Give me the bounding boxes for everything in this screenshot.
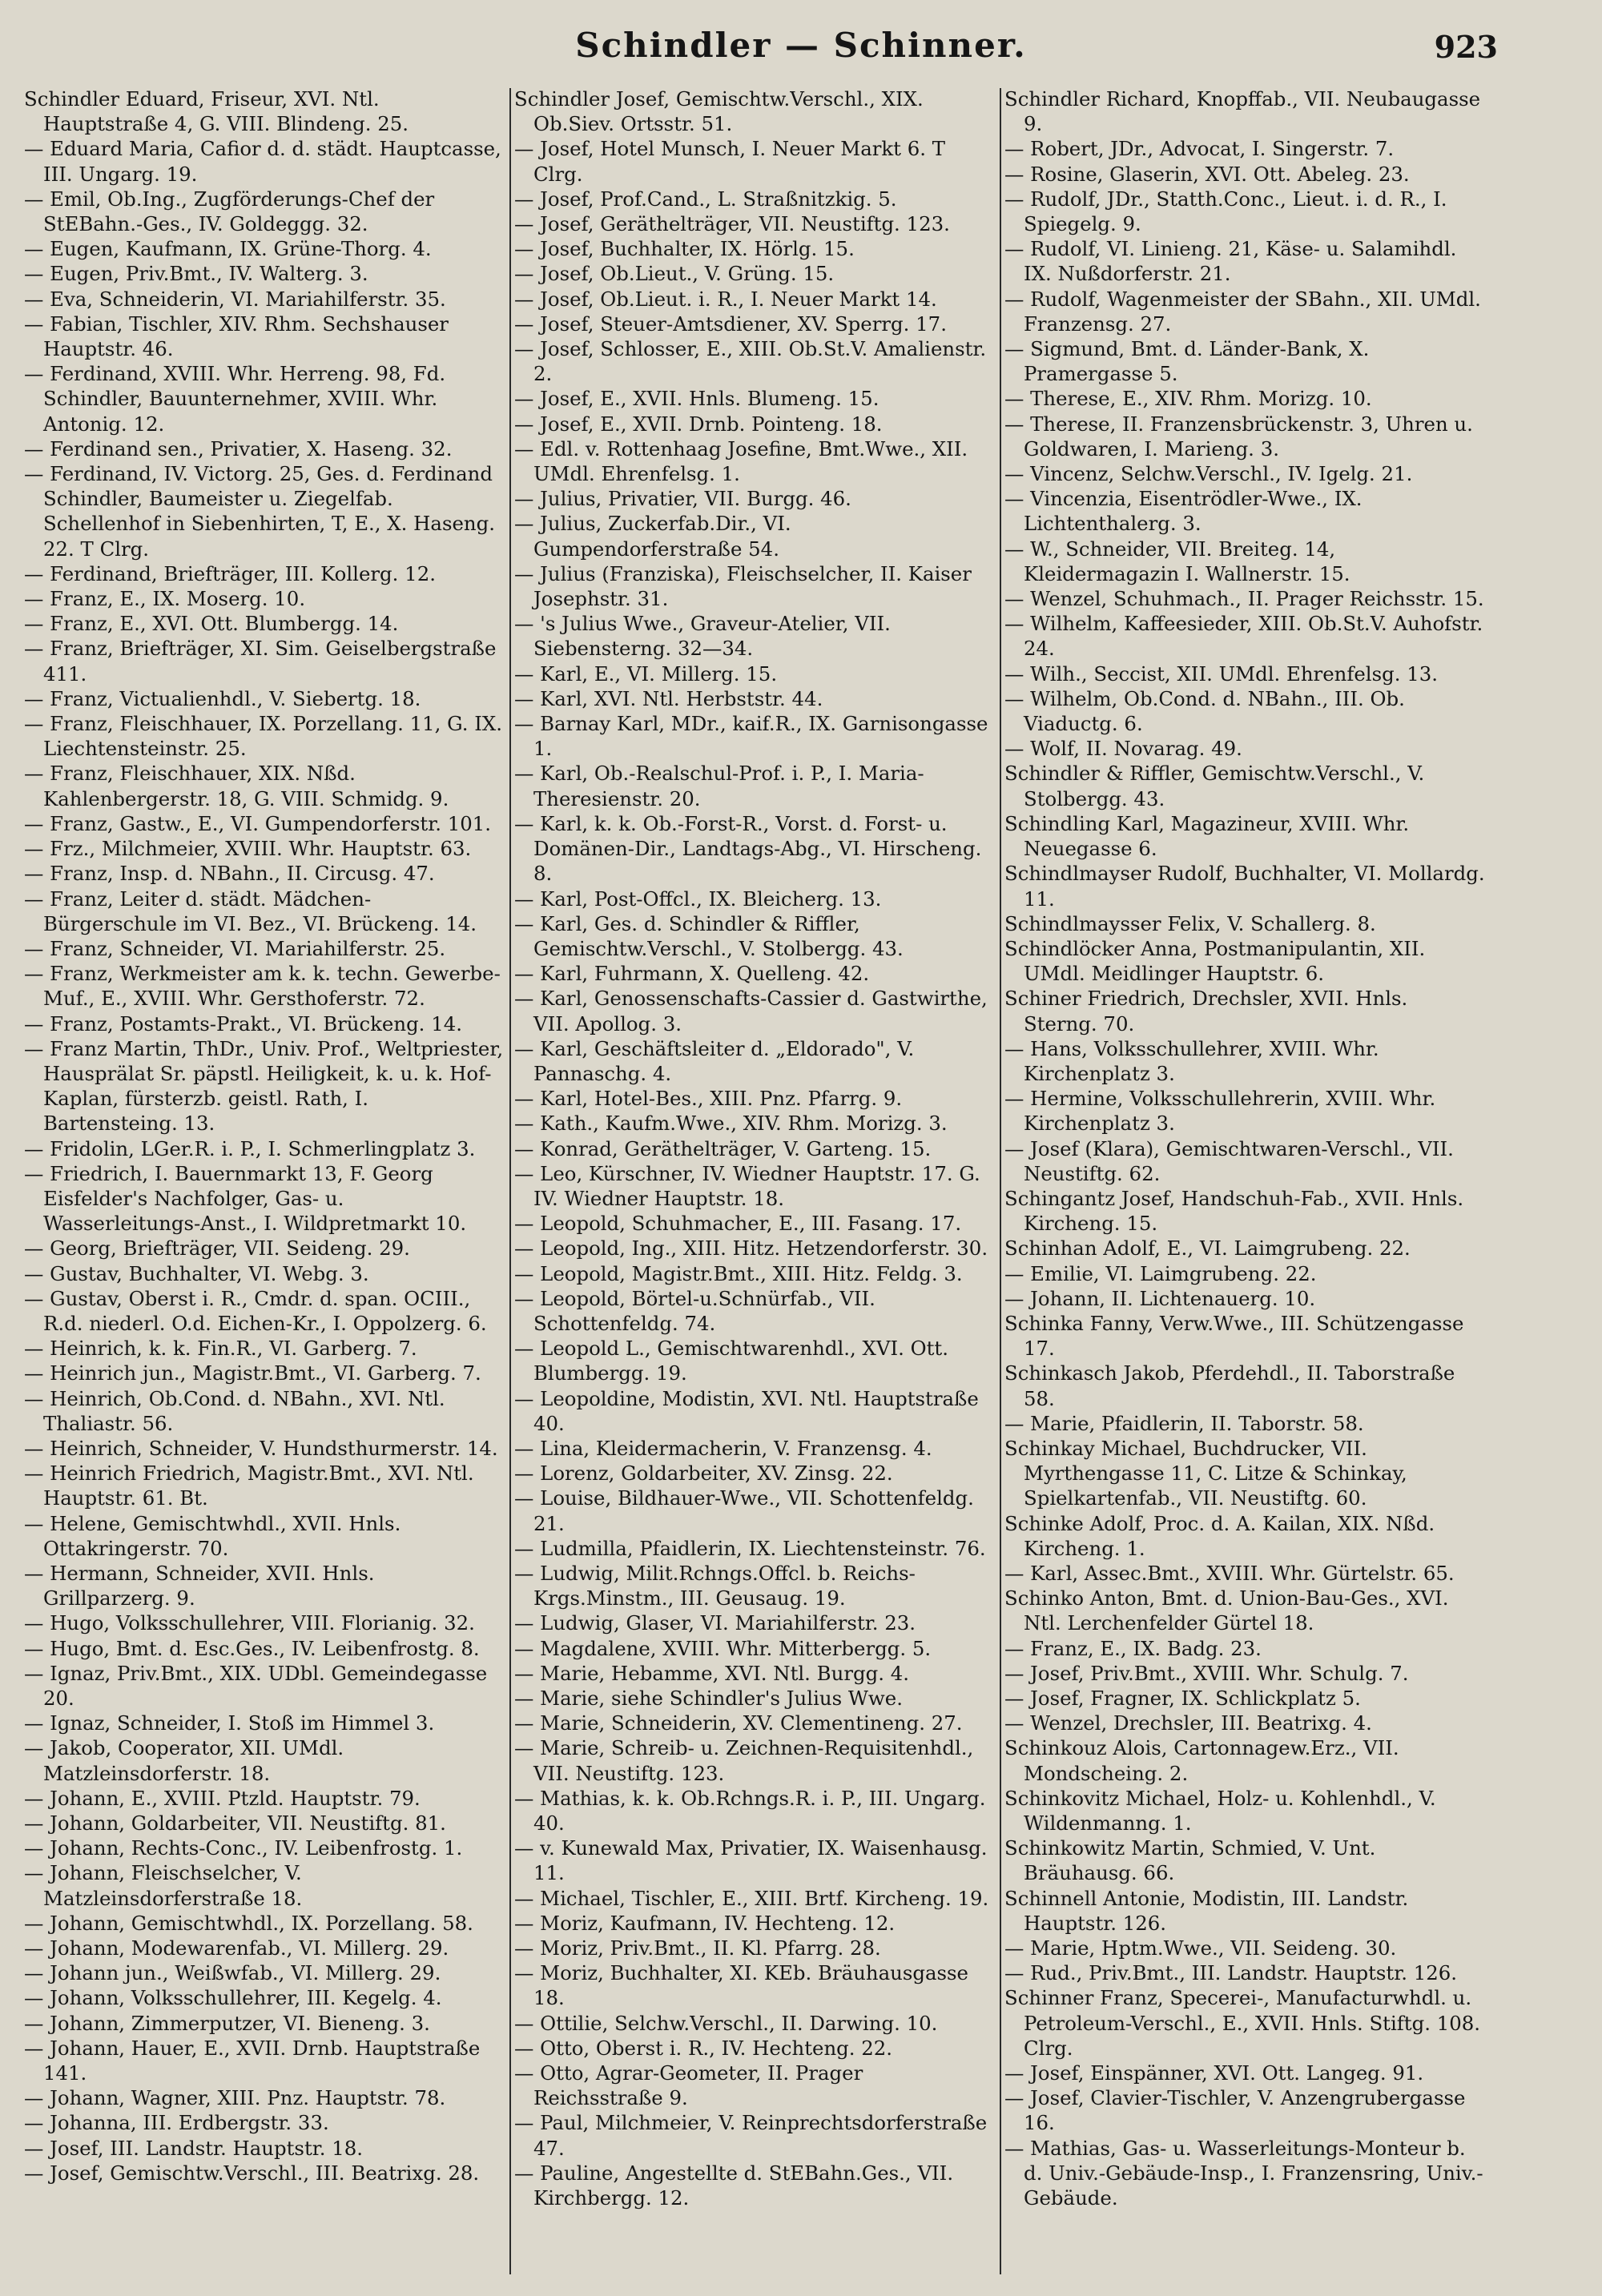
column-2 bbox=[514, 86, 995, 2281]
directory-entry: — Franz, E., IX. Moserg. 10. bbox=[24, 587, 306, 611]
directory-entry: — Karl, Geschäftsleiter d. „Eldorado", V. Pannaschg. 4. bbox=[514, 1036, 915, 1085]
directory-entry: — Karl, Fuhrmann, X. Quelleng. 42. bbox=[514, 962, 870, 986]
directory-entry: — Ludwig, Glaser, VI. Mariahilferstr. 23. bbox=[514, 1611, 916, 1635]
directory-entry: — Wenzel, Drechsler, III. Beatrixg. 4. bbox=[1004, 1711, 1372, 1735]
directory-entry: — Franz, Fleischhauer, IX. Porzellang. 11, G. IX. Liechtensteinstr. 25. bbox=[24, 712, 502, 761]
directory-entry: Schindler Richard, Knopffab., VII. Neubaugasse 9. bbox=[1004, 87, 1481, 136]
directory-entry: — Karl, Hotel-Bes., XIII. Pnz. Pfarrg. 9. bbox=[514, 1087, 903, 1111]
directory-entry: — Johann, Volksschullehrer, III. Kegelg. 4. bbox=[24, 1986, 442, 2010]
directory-entry: — Ferdinand, XVIII. Whr. Herreng. 98, Fd. Schindler, Bauunternehmer, XVIII. Whr. Antonig. 12. bbox=[24, 362, 446, 436]
directory-entry: — Josef (Klara), Gemischtwaren-Verschl., VII. Neustiftg. 62. bbox=[1004, 1136, 1454, 1185]
directory-entry: — Karl, XVI. Ntl. Herbststr. 44. bbox=[514, 686, 823, 710]
directory-entry: — Vincenz, Selchw.Verschl., IV. Igelg. 21. bbox=[1004, 462, 1413, 486]
directory-entry: — Julius, Zuckerfab.Dir., VI. Gumpendorferstraße 54. bbox=[514, 512, 791, 561]
directory-entry: — Heinrich, Schneider, V. Hundsthurmerstr. 14. bbox=[24, 1436, 498, 1460]
directory-entry: — Ignaz, Priv.Bmt., XIX. UDbl. Gemeindegasse 20. bbox=[24, 1661, 488, 1710]
page-header bbox=[0, 14, 1602, 70]
directory-entry: — Franz, Fleischhauer, XIX. Nßd. Kahlenbergerstr. 18, G. VIII. Schmidg. 9. bbox=[24, 762, 449, 810]
directory-entry: — Karl, k. k. Ob.-Forst-R., Vorst. d. Forst- u. Domänen-Dir., Landtags-Abg., VI. Hirscheng. 8. bbox=[514, 811, 982, 886]
directory-entry: Schindlmayser Rudolf, Buchhalter, VI. Mollardg. 11. bbox=[1004, 862, 1485, 911]
directory-entry: — Leopold, Börtel-u.Schnürfab., VII. Schottenfeldg. 74. bbox=[514, 1286, 875, 1335]
directory-entry: — Mathias, k. k. Ob.Rchngs.R. i. P., III. Ungarg. 40. bbox=[514, 1786, 986, 1836]
directory-entry: — Gustav, Oberst i. R., Cmdr. d. span. OCIII., R.d. niederl. O.d. Eichen-Kr., I. Oppolzerg. 6. bbox=[24, 1286, 487, 1335]
directory-entry: — Hans, Volksschullehrer, XVIII. Whr. Kirchenplatz 3. bbox=[1004, 1036, 1379, 1085]
directory-entry: — Leopold, Ing., XIII. Hitz. Hetzendorferstr. 30. bbox=[514, 1236, 988, 1261]
directory-entry: — Franz, E., IX. Badg. 23. bbox=[1004, 1636, 1262, 1660]
directory-entry: — Johann, Zimmerputzer, VI. Bieneng. 3. bbox=[24, 2011, 430, 2035]
directory-entry: — Wilhelm, Ob.Cond. d. NBahn., III. Ob. Viaductg. 6. bbox=[1004, 686, 1405, 736]
directory-entry: — Leo, Kürschner, IV. Wiedner Hauptstr. 17. G. IV. Wiedner Hauptstr. 18. bbox=[514, 1161, 980, 1210]
directory-entry: — Ignaz, Schneider, I. Stoß im Himmel 3. bbox=[24, 1711, 435, 1735]
directory-entry: — Eugen, Kaufmann, IX. Grüne-Thorg. 4. bbox=[24, 237, 432, 261]
directory-entry: — Josef, Prof.Cand., L. Straßnitzkig. 5. bbox=[514, 187, 897, 211]
directory-entry: — Vincenzia, Eisentrödler-Wwe., IX. Lichtenthalerg. 3. bbox=[1004, 487, 1363, 536]
directory-entry: — Julius (Franziska), Fleischselcher, II. Kaiser Josephstr. 31. bbox=[514, 561, 972, 611]
directory-entry: — v. Kunewald Max, Privatier, IX. Waisenhausg. 11. bbox=[514, 1836, 988, 1885]
directory-entry: — Josef, E., XVII. Hnls. Blumeng. 15. bbox=[514, 387, 879, 411]
column-divider-1 bbox=[509, 88, 511, 2274]
directory-entry: — Johanna, III. Erdbergstr. 33. bbox=[24, 2111, 329, 2135]
directory-entry: — Josef, Gemischtw.Verschl., III. Beatrixg. 28. bbox=[24, 2161, 480, 2185]
directory-entry: — Wilh., Seccist, XII. UMdl. Ehrenfelsg. 13. bbox=[1004, 661, 1439, 686]
directory-entry: Schindlöcker Anna, Postmanipulantin, XII. UMdl. Meidlinger Hauptstr. 6. bbox=[1004, 936, 1426, 986]
directory-entry: — Lorenz, Goldarbeiter, XV. Zinsg. 22. bbox=[514, 1462, 893, 1486]
directory-entry: — Franz, Briefträger, XI. Sim. Geiselbergstraße 411. bbox=[24, 637, 497, 686]
directory-entry: — Johann, Goldarbeiter, VII. Neustiftg. 81. bbox=[24, 1811, 446, 1836]
directory-entry: — Josef, Fragner, IX. Schlickplatz 5. bbox=[1004, 1687, 1361, 1710]
column-3 bbox=[1004, 86, 1485, 2281]
directory-entry: — Friedrich, I. Bauernmarkt 13, F. Georg Eisfelder's Nachfolger, Gas- u. Wasserleitungs-Anst., I. Wildpretmarkt 10. bbox=[24, 1161, 467, 1236]
directory-entry: Schingantz Josef, Handschuh-Fab., XVII. Hnls. Kircheng. 15. bbox=[1004, 1186, 1464, 1236]
directory-entry: — Leopold, Schuhmacher, E., III. Fasang. 17. bbox=[514, 1212, 962, 1236]
directory-entry: — Rosine, Glaserin, XVI. Ott. Abeleg. 23. bbox=[1004, 162, 1410, 186]
directory-entry: — Konrad, Geräthelträger, V. Garteng. 15. bbox=[514, 1136, 932, 1160]
directory-entry: — Ferdinand sen., Privatier, X. Haseng. 32. bbox=[24, 436, 453, 460]
directory-entry: — Karl, Ob.-Realschul-Prof. i. P., I. Maria-Theresienstr. 20. bbox=[514, 762, 924, 810]
directory-entry: — Johann, E., XVIII. Ptzld. Hauptstr. 79. bbox=[24, 1786, 421, 1810]
directory-entry: Schinhan Adolf, E., VI. Laimgrubeng. 22. bbox=[1004, 1236, 1411, 1261]
directory-entry: — Josef, Steuer-Amtsdiener, XV. Sperrg. 17. bbox=[514, 312, 947, 336]
directory-entry: — Hugo, Volksschullehrer, VIII. Florianig. 32. bbox=[24, 1611, 475, 1635]
directory-entry: — Josef, III. Landstr. Hauptstr. 18. bbox=[24, 2136, 364, 2160]
directory-entry: — Julius, Privatier, VII. Burgg. 46. bbox=[514, 487, 851, 511]
directory-entry: — Magdalene, XVIII. Whr. Mitterbergg. 5. bbox=[514, 1636, 932, 1660]
directory-entry: Schinka Fanny, Verw.Wwe., III. Schützengasse 17. bbox=[1004, 1311, 1464, 1361]
directory-entry: — Georg, Briefträger, VII. Seideng. 29. bbox=[24, 1236, 410, 1261]
directory-entry: — Franz, Insp. d. NBahn., II. Circusg. 47. bbox=[24, 862, 435, 886]
directory-entry: Schinkovitz Michael, Holz- u. Kohlenhdl., V. Wildenmanng. 1. bbox=[1004, 1786, 1436, 1836]
directory-entry: — Ludwig, Milit.Rchngs.Offcl. b. Reichs-Krgs.Minstm., III. Geusaug. 19. bbox=[514, 1561, 916, 1610]
directory-entry: Schinke Adolf, Proc. d. A. Kailan, XIX. Nßd. Kircheng. 1. bbox=[1004, 1511, 1435, 1560]
directory-entry: — Robert, JDr., Advocat, I. Singerstr. 7. bbox=[1004, 137, 1395, 161]
directory-entry: Schinner Franz, Specerei-, Manufacturwhdl. u. Petroleum-Verschl., E., XVII. Hnls. Stiftg. 108. Clrg. bbox=[1004, 1986, 1481, 2060]
directory-entry: — Ottilie, Selchw.Verschl., II. Darwing. 10. bbox=[514, 2011, 938, 2035]
directory-entry: — Jakob, Cooperator, XII. UMdl. Matzleinsdorferstr. 18. bbox=[24, 1736, 344, 1785]
directory-entry: — Hermann, Schneider, XVII. Hnls. Grillparzerg. 9. bbox=[24, 1561, 375, 1610]
directory-entry: — Franz, Werkmeister am k. k. techn. Gewerbe-Muf., E., XVIII. Whr. Gersthoferstr. 72. bbox=[24, 962, 501, 1011]
directory-entry: Schinnell Antonie, Modistin, III. Landstr. Hauptstr. 126. bbox=[1004, 1886, 1409, 1935]
directory-entry: — Rudolf, Wagenmeister der SBahn., XII. UMdl. Franzensg. 27. bbox=[1004, 287, 1481, 336]
directory-entry: — Heinrich jun., Magistr.Bmt., VI. Garberg. 7. bbox=[24, 1361, 481, 1385]
directory-entry: — Michael, Tischler, E., XIII. Brtf. Kircheng. 19. bbox=[514, 1886, 989, 1910]
directory-entry: — Wilhelm, Kaffeesieder, XIII. Ob.St.V. Auhofstr. 24. bbox=[1004, 612, 1483, 661]
directory-entry: — Eduard Maria, Cafior d. d. städt. Hauptcasse, III. Ungarg. 19. bbox=[24, 137, 501, 186]
directory-entry: — Johann, Modewarenfab., VI. Millerg. 29. bbox=[24, 1936, 449, 1960]
directory-entry: — Therese, E., XIV. Rhm. Morizg. 10. bbox=[1004, 387, 1372, 411]
directory-entry: Schindler Eduard, Friseur, XVI. Ntl. Hauptstraße 4, G. VIII. Blindeng. 25. bbox=[24, 87, 409, 136]
directory-entry: — Heinrich, Ob.Cond. d. NBahn., XVI. Ntl. Thaliastr. 56. bbox=[24, 1386, 445, 1435]
page-title: Schindler — Schinner. bbox=[575, 26, 1027, 65]
directory-entry: — Franz, Postamts-Prakt., VI. Brückeng. 14. bbox=[24, 1011, 462, 1035]
directory-entry: — Wolf, II. Novarag. 49. bbox=[1004, 737, 1242, 761]
directory-entry: Schindling Karl, Magazineur, XVIII. Whr. Neuegasse 6. bbox=[1004, 811, 1410, 861]
directory-entry: — Moriz, Priv.Bmt., II. Kl. Pfarrg. 28. bbox=[514, 1936, 881, 1960]
directory-entry: — Emilie, VI. Laimgrubeng. 22. bbox=[1004, 1261, 1317, 1285]
directory-entry: — Marie, Schreib- u. Zeichnen-Requisitenhdl., VII. Neustiftg. 123. bbox=[514, 1736, 974, 1785]
directory-entry: — Heinrich, k. k. Fin.R., VI. Garberg. 7. bbox=[24, 1337, 417, 1361]
directory-entry: — Leopoldine, Modistin, XVI. Ntl. Hauptstraße 40. bbox=[514, 1386, 979, 1435]
directory-entry: — Gustav, Buchhalter, VI. Webg. 3. bbox=[24, 1261, 369, 1285]
directory-entry: — Ferdinand, Briefträger, III. Kollerg. 12. bbox=[24, 561, 436, 585]
directory-entry: — Johann jun., Weißwfab., VI. Millerg. 29. bbox=[24, 1961, 441, 1985]
directory-entry: — Josef, Priv.Bmt., XVIII. Whr. Schulg. 7. bbox=[1004, 1661, 1409, 1685]
directory-entry: — Rudolf, JDr., Statth.Conc., Lieut. i. d. R., I. Spiegelg. 9. bbox=[1004, 187, 1447, 236]
directory-entry: — Hugo, Bmt. d. Esc.Ges., IV. Leibenfrostg. 8. bbox=[24, 1636, 480, 1660]
directory-entry: — Heinrich Friedrich, Magistr.Bmt., XVI. Ntl. Hauptstr. 61. Bt. bbox=[24, 1462, 474, 1510]
directory-entry: — Josef, Geräthelträger, VII. Neustiftg. 123. bbox=[514, 212, 950, 236]
directory-entry: — Johann, Rechts-Conc., IV. Leibenfrostg. 1. bbox=[24, 1836, 463, 1860]
directory-entry: — Franz, E., XVI. Ott. Blumbergg. 14. bbox=[24, 612, 399, 636]
directory-entry: — Johann, Fleischselcher, V. Matzleinsdorferstraße 18. bbox=[24, 1861, 303, 1910]
directory-entry: — Emil, Ob.Ing., Zugförderungs-Chef der StEBahn.-Ges., IV. Goldeggg. 32. bbox=[24, 187, 435, 236]
directory-entry: — Moriz, Kaufmann, IV. Hechteng. 12. bbox=[514, 1911, 896, 1935]
directory-entry: — Franz, Victualienhdl., V. Siebertg. 18. bbox=[24, 686, 421, 710]
directory-entry: — Franz, Leiter d. städt. Mädchen-Bürgerschule im VI. Bez., VI. Brückeng. 14. bbox=[24, 887, 477, 935]
directory-entry: Schinkay Michael, Buchdrucker, VII. Myrthengasse 11, C. Litze & Schinkay, Spielkartenfab., VII. Neustiftg. 60. bbox=[1004, 1436, 1407, 1510]
directory-entry: — Mathias, Gas- u. Wasserleitungs-Monteur b. d. Univ.-Gebäude-Insp., I. Franzensring, Univ.-Gebäude. bbox=[1004, 2136, 1483, 2210]
directory-entry: — Rud., Priv.Bmt., III. Landstr. Hauptstr. 126. bbox=[1004, 1961, 1458, 1985]
directory-entry: Schinkouz Alois, Cartonnagew.Erz., VII. Mondscheing. 2. bbox=[1004, 1736, 1399, 1785]
directory-entry: — Leopold, Magistr.Bmt., XIII. Hitz. Feldg. 3. bbox=[514, 1261, 963, 1285]
directory-entry: — Josef, Ob.Lieut. i. R., I. Neuer Markt 14. bbox=[514, 287, 937, 311]
directory-entry: — Marie, Pfaidlerin, II. Taborstr. 58. bbox=[1004, 1411, 1364, 1435]
directory-entry: — Karl, Assec.Bmt., XVIII. Whr. Gürtelstr. 65. bbox=[1004, 1561, 1455, 1585]
directory-entry: — W., Schneider, VII. Breiteg. 14, Kleidermagazin I. Wallnerstr. 15. bbox=[1004, 537, 1350, 585]
directory-entry: — Josef, E., XVII. Drnb. Pointeng. 18. bbox=[514, 412, 883, 436]
directory-entry: — Marie, Hptm.Wwe., VII. Seideng. 30. bbox=[1004, 1936, 1397, 1960]
page-number: 923 bbox=[1434, 29, 1498, 65]
directory-entry: — Rudolf, VI. Linieng. 21, Käse- u. Salamihdl. IX. Nußdorferstr. 21. bbox=[1004, 237, 1457, 286]
directory-entry: Schindler & Riffler, Gemischtw.Verschl., V. Stolbergg. 43. bbox=[1004, 762, 1425, 810]
directory-entry: — Louise, Bildhauer-Wwe., VII. Schottenfeldg. 21. bbox=[514, 1486, 974, 1535]
directory-entry: — Johann, Hauer, E., XVII. Drnb. Hauptstraße 141. bbox=[24, 2036, 481, 2085]
directory-entry: — 's Julius Wwe., Graveur-Atelier, VII. Siebensterng. 32—34. bbox=[514, 612, 891, 661]
directory-entry: — Hermine, Volksschullehrerin, XVIII. Whr. Kirchenplatz 3. bbox=[1004, 1087, 1436, 1136]
directory-entry: — Karl, Post-Offcl., IX. Bleicherg. 13. bbox=[514, 887, 882, 911]
directory-entry: — Fabian, Tischler, XIV. Rhm. Sechshauser Hauptstr. 46. bbox=[24, 312, 449, 361]
directory-entry: — Josef, Schlosser, E., XIII. Ob.St.V. Amalienstr. 2. bbox=[514, 337, 987, 386]
directory-entry: — Karl, Genossenschafts-Cassier d. Gastwirthe, VII. Apollog. 3. bbox=[514, 987, 988, 1035]
directory-entry: — Johann, Gemischtwhdl., IX. Porzellang. 58. bbox=[24, 1911, 473, 1935]
directory-entry: — Paul, Milchmeier, V. Reinprechtsdorferstraße 47. bbox=[514, 2111, 988, 2160]
directory-entry: Schinkowitz Martin, Schmied, V. Unt. Bräuhausg. 66. bbox=[1004, 1836, 1376, 1885]
column-1 bbox=[24, 86, 505, 2281]
directory-entry: — Lina, Kleidermacherin, V. Franzensg. 4. bbox=[514, 1436, 932, 1460]
directory-entry: — Moriz, Buchhalter, XI. KEb. Bräuhausgasse 18. bbox=[514, 1961, 968, 2010]
directory-entry: — Josef, Hotel Munsch, I. Neuer Markt 6. T Clrg. bbox=[514, 137, 946, 186]
directory-entry: Schindlmaysser Felix, V. Schallerg. 8. bbox=[1004, 911, 1376, 935]
directory-entry: — Fridolin, LGer.R. i. P., I. Schmerlingplatz 3. bbox=[24, 1136, 476, 1160]
directory-entry: — Otto, Agrar-Geometer, II. Prager Reichsstraße 9. bbox=[514, 2061, 863, 2110]
directory-entry: Schinkasch Jakob, Pferdehdl., II. Taborstraße 58. bbox=[1004, 1361, 1455, 1410]
column-divider-2 bbox=[1000, 88, 1001, 2274]
directory-entry: — Franz, Gastw., E., VI. Gumpendorferstr. 101. bbox=[24, 811, 492, 835]
directory-entry: — Edl. v. Rottenhaag Josefine, Bmt.Wwe., XII. UMdl. Ehrenfelsg. 1. bbox=[514, 436, 968, 486]
directory-entry: — Josef, Buchhalter, IX. Hörlg. 15. bbox=[514, 237, 855, 261]
directory-entry: — Barnay Karl, MDr., kaif.R., IX. Garnisongasse 1. bbox=[514, 712, 988, 761]
directory-entry: — Otto, Oberst i. R., IV. Hechteng. 22. bbox=[514, 2036, 893, 2060]
directory-entry: Schiner Friedrich, Drechsler, XVII. Hnls. Sterng. 70. bbox=[1004, 987, 1408, 1035]
directory-entry: — Eva, Schneiderin, VI. Mariahilferstr. 35. bbox=[24, 287, 446, 311]
directory-entry: Schinko Anton, Bmt. d. Union-Bau-Ges., XVI. Ntl. Lerchenfelder Gürtel 18. bbox=[1004, 1586, 1449, 1635]
directory-entry: — Ferdinand, IV. Victorg. 25, Ges. d. Ferdinand Schindler, Baumeister u. Ziegelfab. Schellenhof in Siebenhirten, T, E., X. Haseng. 22. T Clrg. bbox=[24, 462, 495, 561]
directory-entry: — Frz., Milchmeier, XVIII. Whr. Hauptstr. 63. bbox=[24, 837, 472, 861]
directory-entry: — Karl, E., VI. Millerg. 15. bbox=[514, 661, 778, 686]
directory-entry: Schindler Josef, Gemischtw.Verschl., XIX. Ob.Siev. Ortsstr. 51. bbox=[514, 87, 924, 136]
directory-entry: — Therese, II. Franzensbrückenstr. 3, Uhren u. Goldwaren, I. Marieng. 3. bbox=[1004, 412, 1473, 460]
directory-entry: — Helene, Gemischtwhdl., XVII. Hnls. Ottakringerstr. 70. bbox=[24, 1511, 401, 1560]
directory-entry: — Marie, siehe Schindler's Julius Wwe. bbox=[514, 1687, 903, 1710]
directory-entry: — Franz Martin, ThDr., Univ. Prof., Weltpriester, Hausprälat Sr. päpstl. Heiligkeit, k. u. k. Hof-Kaplan, fürsterzb. geistl. Rath, I. Bartensteing. 13. bbox=[24, 1036, 504, 1136]
directory-entry: — Pauline, Angestellte d. StEBahn.Ges., VII. Kirchbergg. 12. bbox=[514, 2161, 954, 2210]
directory-entry: — Johann, Wagner, XIII. Pnz. Hauptstr. 78. bbox=[24, 2086, 446, 2110]
directory-entry: — Franz, Schneider, VI. Mariahilferstr. 25. bbox=[24, 936, 446, 960]
directory-entry: — Josef, Einspänner, XVI. Ott. Langeg. 91. bbox=[1004, 2061, 1424, 2085]
directory-entry: — Josef, Ob.Lieut., V. Grüng. 15. bbox=[514, 262, 835, 286]
directory-entry: — Karl, Ges. d. Schindler & Riffler, Gemischtw.Verschl., V. Stolbergg. 43. bbox=[514, 911, 904, 960]
directory-entry: — Johann, II. Lichtenauerg. 10. bbox=[1004, 1286, 1316, 1310]
directory-entry: — Marie, Schneiderin, XV. Clementineng. 27. bbox=[514, 1711, 963, 1735]
directory-entry: — Josef, Clavier-Tischler, V. Anzengrubergasse 16. bbox=[1004, 2086, 1466, 2135]
directory-entry: — Kath., Kaufm.Wwe., XIV. Rhm. Morizg. 3. bbox=[514, 1112, 948, 1136]
directory-entry: — Ludmilla, Pfaidlerin, IX. Liechtensteinstr. 76. bbox=[514, 1536, 986, 1560]
directory-entry: — Eugen, Priv.Bmt., IV. Walterg. 3. bbox=[24, 262, 368, 286]
directory-entry: — Leopold L., Gemischtwarenhdl., XVI. Ott. Blumbergg. 19. bbox=[514, 1337, 948, 1385]
directory-entry: — Wenzel, Schuhmach., II. Prager Reichsstr. 15. bbox=[1004, 587, 1484, 611]
directory-entry: — Marie, Hebamme, XVI. Ntl. Burgg. 4. bbox=[514, 1661, 909, 1685]
directory-entry: — Sigmund, Bmt. d. Länder-Bank, X. Pramergasse 5. bbox=[1004, 337, 1370, 386]
